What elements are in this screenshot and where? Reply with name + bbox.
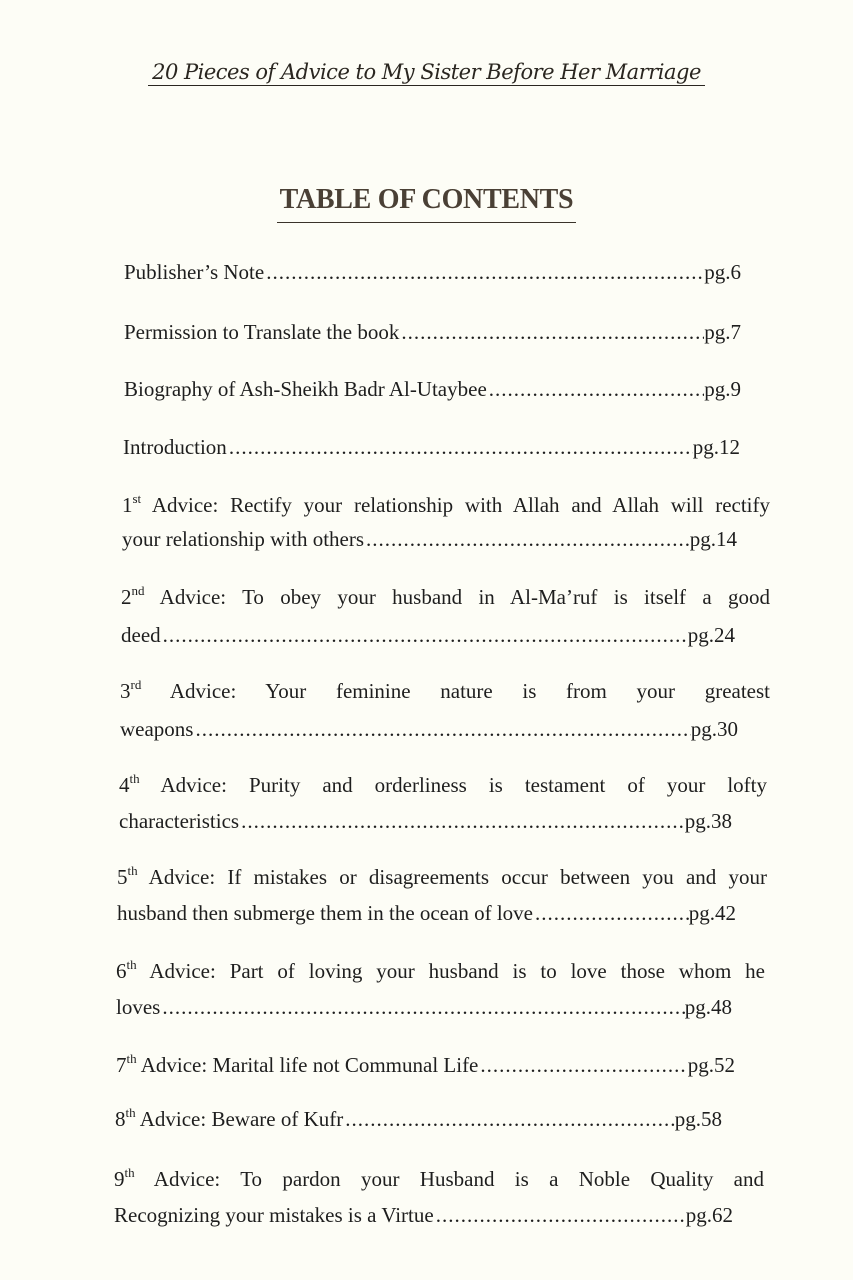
advice-number: 6 [116, 959, 127, 983]
dot-leader [399, 317, 704, 347]
toc-entry-text: Recognizing your mistakes is a Virtue [114, 1203, 434, 1227]
toc-entry-page: pg.42 [688, 901, 736, 925]
toc-entry-text: Advice: To pardon your Husband is a Noble Quality and [153, 1167, 764, 1191]
toc-title [0, 184, 853, 223]
ordinal-suffix: st [132, 491, 142, 506]
dot-leader [478, 1050, 687, 1080]
toc-entry-text: Permission to Translate the book [124, 320, 400, 344]
toc-entry-text: Advice: To obey your husband in Al-Ma’ruf is itself a good [159, 585, 770, 609]
toc-entry-text: loves [116, 995, 161, 1019]
advice-number: 1 [122, 493, 133, 517]
toc-entry-continuation [117, 898, 736, 928]
toc-entry [119, 770, 767, 800]
toc-entry-page: pg.9 [704, 377, 741, 401]
toc-entry-continuation [120, 714, 738, 744]
toc-entry-text: Advice: Part of loving your husband is to love those whom he [149, 959, 765, 983]
advice-number: 2 [121, 585, 132, 609]
ordinal-suffix: th [126, 1051, 137, 1066]
advice-number: 8 [115, 1107, 126, 1131]
running-header [0, 60, 853, 84]
toc-entry [115, 1104, 722, 1134]
toc-entry-text: Advice: Marital life not Communal Life [140, 1053, 479, 1077]
toc-entry-continuation [114, 1200, 733, 1230]
toc-entry-text: Biography of Ash-Sheikh Badr Al-Utaybee [124, 377, 487, 401]
dot-leader [364, 524, 690, 554]
toc-entry-text: Introduction [123, 435, 227, 459]
dot-leader [264, 257, 704, 287]
dot-leader [533, 898, 689, 928]
ordinal-suffix: th [126, 957, 137, 972]
toc-entry [120, 676, 770, 706]
toc-entry-page: pg.52 [687, 1053, 735, 1077]
toc-entry [122, 490, 770, 520]
advice-number: 4 [119, 773, 130, 797]
toc-entry-page: pg.30 [690, 717, 738, 741]
toc-entry-text: weapons [120, 717, 194, 741]
toc-entry [116, 956, 765, 986]
toc-entry-text: your relationship with others [122, 527, 365, 551]
advice-number: 5 [117, 865, 128, 889]
toc-title-text: TABLE OF CONTENTS [277, 184, 577, 223]
toc-entry-text: Advice: If mistakes or disagreements occur between you and your [148, 865, 767, 889]
dot-leader [239, 806, 685, 836]
advice-number: 9 [114, 1167, 125, 1191]
toc-entry [121, 582, 770, 612]
toc-entry-page: pg.14 [689, 527, 737, 551]
toc-entry-text: Advice: Rectify your relationship with Allah and Allah will rectify [151, 493, 770, 517]
toc-entry [116, 1050, 735, 1080]
advice-number: 7 [116, 1053, 127, 1077]
toc-entry-text: characteristics [119, 809, 240, 833]
dot-leader [343, 1104, 675, 1134]
toc-entry [114, 1164, 764, 1194]
toc-entry-continuation [116, 992, 732, 1022]
ordinal-suffix: rd [130, 677, 142, 692]
running-header-text: 20 Pieces of Advice to My Sister Before Her Marriage [148, 60, 705, 86]
toc-entry [124, 257, 741, 287]
toc-entry [124, 374, 741, 404]
advice-number: 3 [120, 679, 131, 703]
toc-entry-continuation [121, 620, 735, 650]
ordinal-suffix: th [127, 863, 138, 878]
dot-leader [434, 1200, 686, 1230]
dot-leader [227, 432, 693, 462]
ordinal-suffix: th [129, 771, 140, 786]
toc-entry-page: pg.7 [704, 320, 741, 344]
toc-entry-page: pg.58 [674, 1107, 722, 1131]
toc-entry-page: pg.12 [692, 435, 740, 459]
toc-entry-page: pg.6 [704, 260, 741, 284]
toc-entry-text: Advice: Beware of Kufr [139, 1107, 344, 1131]
ordinal-suffix: nd [131, 583, 145, 598]
toc-entry-page: pg.48 [684, 995, 732, 1019]
toc-entry-page: pg.62 [685, 1203, 733, 1227]
dot-leader [160, 992, 684, 1022]
dot-leader [193, 714, 690, 744]
toc-entry-continuation [122, 524, 737, 554]
toc-entry [117, 862, 767, 892]
toc-entry [123, 432, 740, 462]
ordinal-suffix: th [125, 1105, 136, 1120]
dot-leader [161, 620, 688, 650]
toc-entry-page: pg.24 [687, 623, 735, 647]
ordinal-suffix: th [124, 1165, 135, 1180]
dot-leader [487, 374, 704, 404]
toc-entry-text: Publisher’s Note [124, 260, 265, 284]
toc-entry-text: Advice: Your feminine nature is from your greatest [169, 679, 770, 703]
toc-entry-page: pg.38 [684, 809, 732, 833]
toc-entry-continuation [119, 806, 732, 836]
toc-entry-text: Advice: Purity and orderliness is testament of your lofty [160, 773, 767, 797]
toc-entry-text: husband then submerge them in the ocean of love [117, 901, 534, 925]
toc-entry-text: deed [121, 623, 161, 647]
toc-entry [124, 317, 741, 347]
